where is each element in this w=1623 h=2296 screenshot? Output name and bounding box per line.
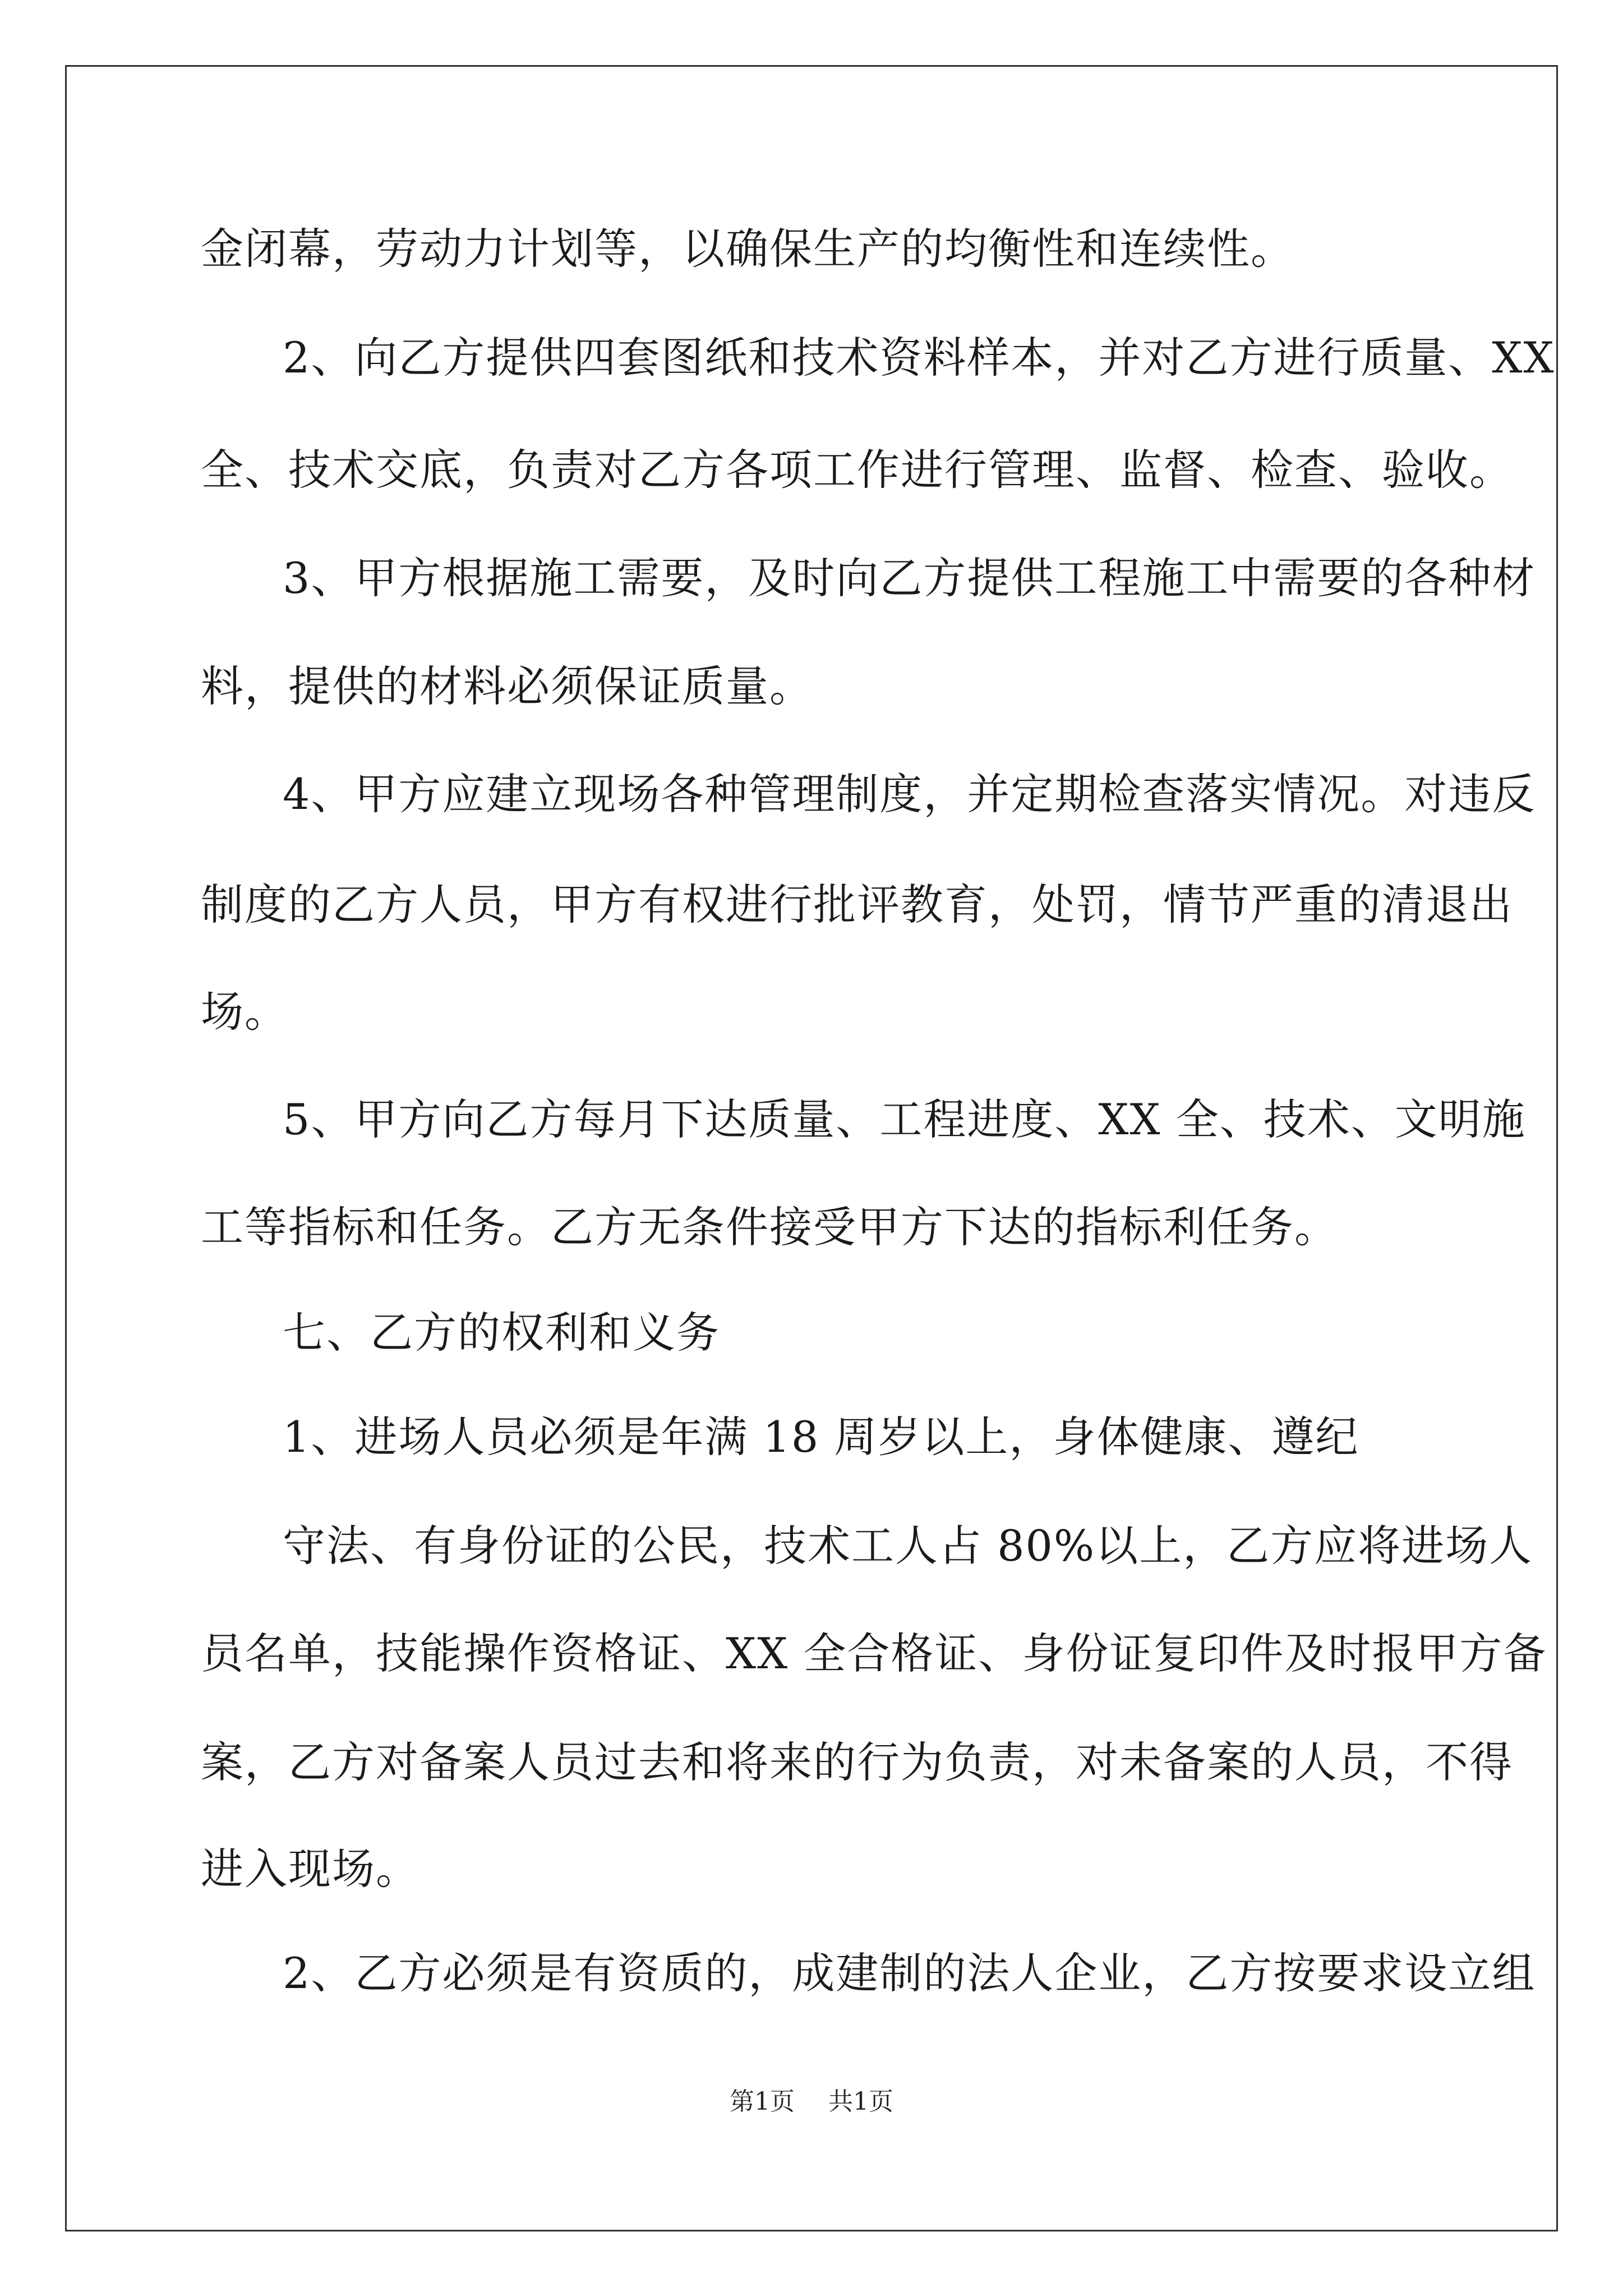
text-line: 进入现场。 <box>201 1844 419 1894</box>
text-line: 2、乙方必须是有资质的，成建制的法人企业，乙方按要求设立组 <box>283 1948 1536 1998</box>
text-line: 员名单，技能操作资格证、XX 全合格证、身份证复印件及时报甲方备 <box>201 1628 1547 1678</box>
text-line: 制度的乙方人员，甲方有权进行批评教育，处罚，情节严重的清退出 <box>201 880 1513 930</box>
text-line: 全、技术交底，负责对乙方各项工作进行管理、监督、检查、验收。 <box>201 445 1513 495</box>
text-line: 4、甲方应建立现场各种管理制度，并定期检查落实情况。对违反 <box>283 769 1536 819</box>
text-line: 工等指标和任务。乙方无条件接受甲方下达的指标利任务。 <box>201 1202 1338 1252</box>
text-line: 场。 <box>201 987 288 1037</box>
text-line: 料，提供的材料必须保证质量。 <box>201 661 813 711</box>
text-line: 3、甲方根据施工需要，及时向乙方提供工程施工中需要的各种材 <box>283 553 1536 603</box>
page-number: 第1页 <box>730 2087 795 2116</box>
text-line: 金闭幕，劳动力计划等，以确保生产的均衡性和连续性。 <box>201 224 1294 274</box>
text-line: 案，乙方对备案人员过去和将来的行为负责，对未备案的人员，不得 <box>201 1737 1513 1787</box>
page-total: 共1页 <box>828 2087 893 2116</box>
text-line: 5、甲方向乙方每月下达质量、工程进度、XX 全、技术、文明施 <box>283 1094 1526 1144</box>
text-line: 1、进场人员必须是年满 18 周岁以上，身体健康、遵纪 <box>283 1412 1359 1462</box>
text-line: 守法、有身份证的公民，技术工人占 80%以上，乙方应将进场人 <box>283 1521 1533 1571</box>
section-heading: 七、乙方的权利和义务 <box>283 1308 720 1358</box>
text-line: 2、向乙方提供四套图纸和技术资料样本，并对乙方进行质量、XX <box>283 333 1555 383</box>
page-footer <box>0 2081 1623 2117</box>
